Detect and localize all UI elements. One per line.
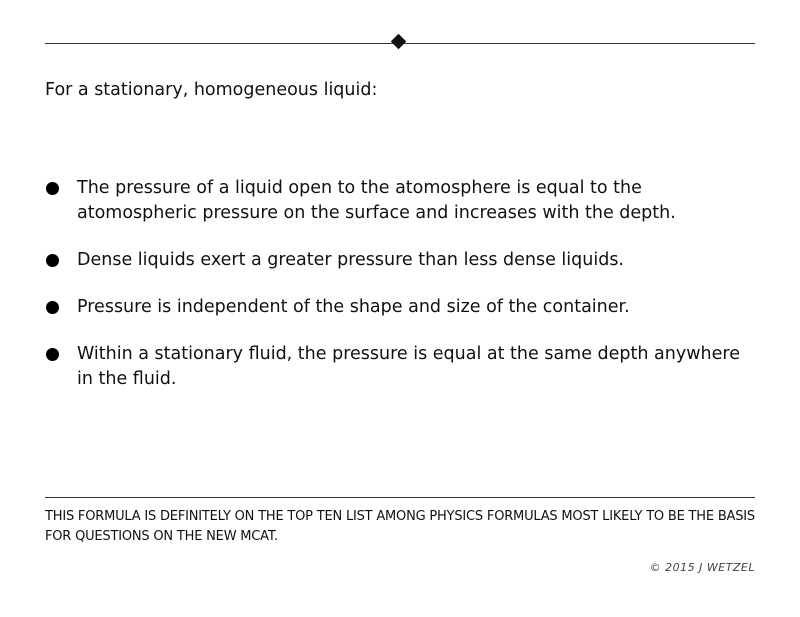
- copyright-text: © 2015 J WETZEL: [649, 561, 755, 574]
- bullet-text: Within a stationary fluid, the pressure is equal at the same depth anywhere in the fluid.: [77, 344, 740, 389]
- bullet-dot-icon: [46, 301, 59, 314]
- bullet-item: [45, 248, 760, 273]
- bullet-text: Pressure is independent of the shape and size of the container.: [77, 297, 630, 317]
- bullet-item: [45, 342, 760, 392]
- footnote-text: THIS FORMULA IS DEFINITELY ON THE TOP TEN LIST AMONG PHYSICS FORMULAS MOST LIKELY TO BE THE BASIS FOR QUESTIONS ON THE NEW MCAT.: [45, 509, 755, 544]
- bullet-dot-icon: [46, 182, 59, 195]
- intro-text: For a stationary, homogeneous liquid:: [45, 80, 378, 100]
- bullet-dot-icon: [46, 348, 59, 361]
- bullet-item: [45, 295, 760, 320]
- bullet-item: [45, 176, 760, 226]
- diamond-ornament-icon: [391, 34, 407, 50]
- bottom-divider: [45, 497, 755, 498]
- bullet-text: The pressure of a liquid open to the atomosphere is equal to the atomospheric pressure on the surface and increases with the depth.: [77, 178, 676, 223]
- bullet-dot-icon: [46, 254, 59, 267]
- bullet-text: Dense liquids exert a greater pressure than less dense liquids.: [77, 250, 624, 270]
- bullet-list: [45, 176, 760, 414]
